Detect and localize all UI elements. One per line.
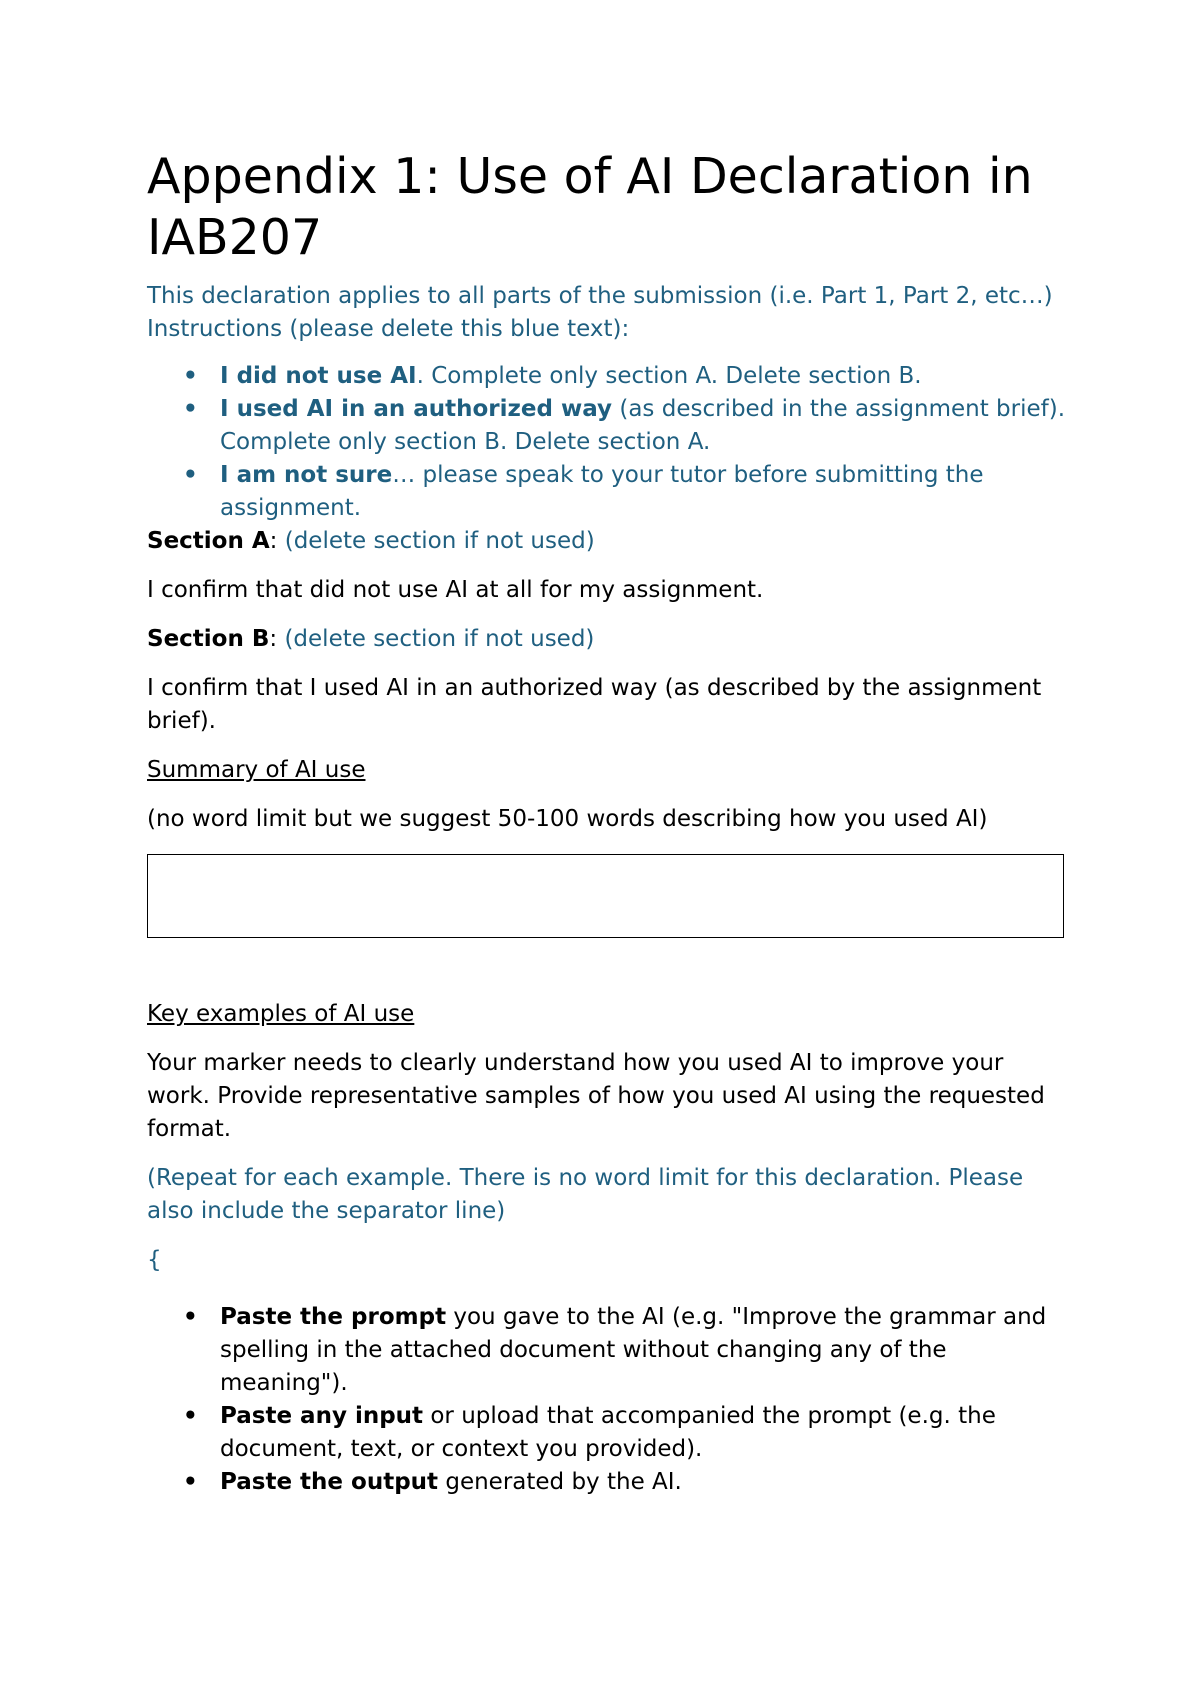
bullet-icon: • — [183, 1469, 198, 1495]
instruction-list — [147, 360, 1067, 525]
section-a-label: Section A — [147, 528, 270, 554]
instruction-bold: I am not sure — [220, 462, 393, 488]
example-bold: Paste the prompt — [220, 1304, 447, 1330]
bullet-icon: • — [183, 396, 198, 422]
section-a-text: I confirm that did not use AI at all for my assignment. — [147, 577, 764, 603]
bullet-icon: • — [183, 1403, 198, 1429]
list-item — [147, 360, 1067, 393]
section-a-heading — [147, 525, 1067, 558]
page-title: Appendix 1: Use of AI Declaration in IAB207 — [147, 148, 1033, 266]
example-text: or upload that accompanied the prompt (e.g. the document, text, or context you provided). — [220, 1403, 996, 1462]
summary-heading: Summary of AI use — [147, 757, 366, 783]
section-a-colon: : — [269, 528, 285, 554]
intro-instructions: This declaration applies to all parts of the submission (i.e. Part 1, Part 2, etc…) Instructions (please delete this blue text): — [147, 283, 1053, 342]
example-text: you gave to the AI (e.g. "Improve the grammar and spelling in the attached document without changing any of the meaning"). — [220, 1304, 1047, 1396]
summary-text-box[interactable] — [147, 854, 1064, 938]
example-text: generated by the AI. — [438, 1469, 682, 1495]
instruction-bold: I did not use AI — [220, 363, 417, 389]
examples-note: (Repeat for each example. There is no word limit for this declaration. Please also include the separator line) — [147, 1165, 1024, 1224]
list-item — [147, 459, 1067, 525]
instruction-text: . Complete only section A. Delete section B. — [416, 363, 922, 389]
section-b-label: Section B — [147, 626, 270, 652]
list-item — [147, 393, 1067, 459]
section-b-text: I confirm that I used AI in an authorized way (as described by the assignment brief). — [147, 675, 1042, 734]
examples-heading: Key examples of AI use — [147, 1001, 415, 1027]
document-body — [147, 146, 1067, 1499]
list-item — [147, 1466, 1067, 1499]
section-b-colon: : — [269, 626, 285, 652]
bullet-icon: • — [183, 462, 198, 488]
section-a-note: (delete section if not used) — [284, 528, 595, 554]
section-b-heading — [147, 623, 1067, 656]
list-item — [147, 1400, 1067, 1466]
example-bold: Paste any input — [220, 1403, 424, 1429]
examples-text: Your marker needs to clearly understand how you used AI to improve your work. Provide representative samples of how you used AI using the requested format. — [147, 1050, 1045, 1142]
list-item — [147, 1301, 1067, 1400]
bullet-icon: • — [183, 1304, 198, 1330]
summary-instructions: (no word limit but we suggest 50-100 words describing how you used AI) — [147, 806, 988, 832]
bullet-icon: • — [183, 363, 198, 389]
example-bold: Paste the output — [220, 1469, 439, 1495]
instruction-bold: I used AI in an authorized way — [220, 396, 613, 422]
section-b-note: (delete section if not used) — [284, 626, 595, 652]
instruction-text: (as described in the assignment brief). Complete only section B. Delete section A. — [220, 396, 1066, 455]
example-list — [147, 1301, 1067, 1499]
open-brace: { — [147, 1247, 162, 1273]
instruction-text: … please speak to your tutor before submitting the assignment. — [220, 462, 984, 521]
